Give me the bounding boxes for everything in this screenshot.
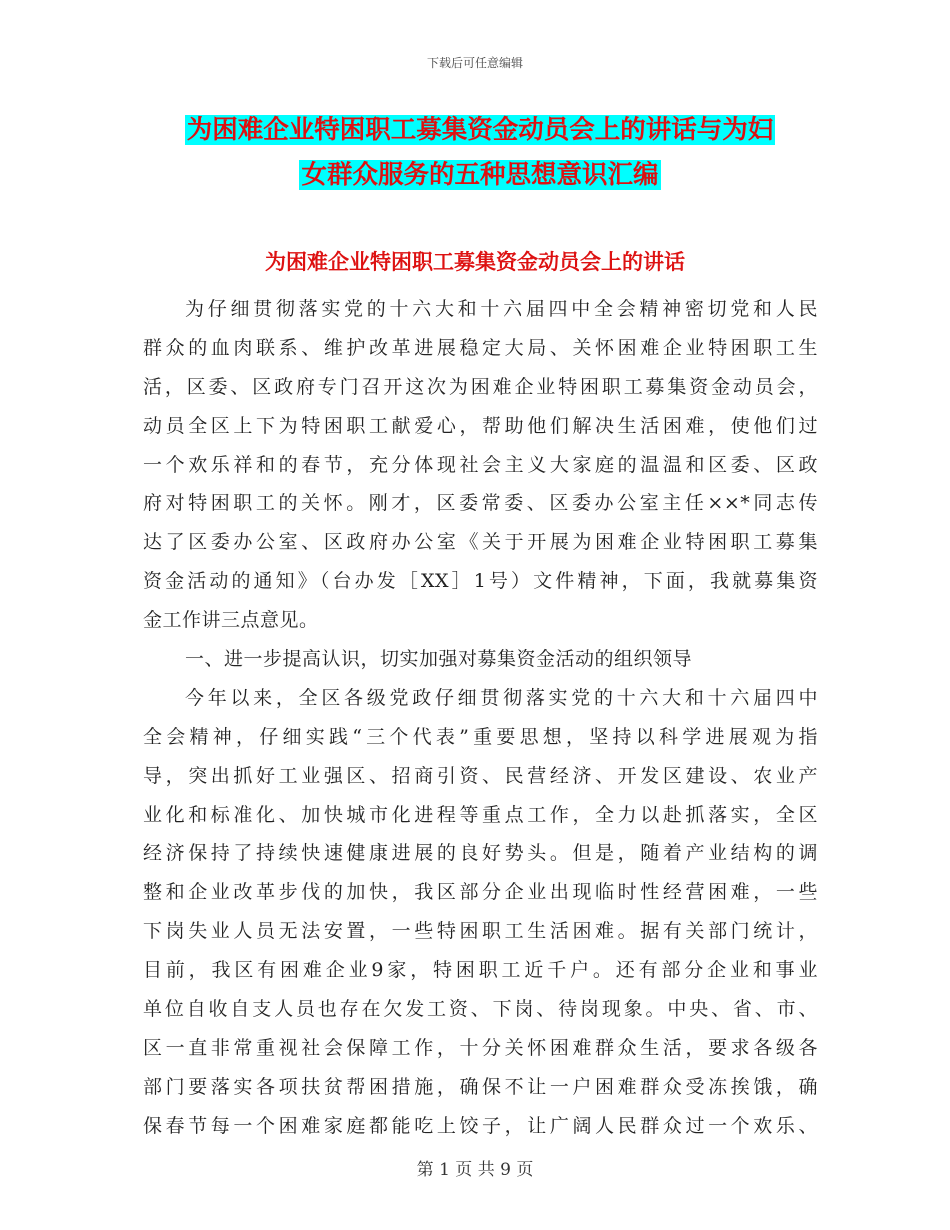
body-line: 整和企业改革步伐的加快，我区部分企业出现临时性经营困难，一些 xyxy=(143,881,818,904)
section-heading-1: 一、进一步提高认识，切实加强对募集资金活动的组织领导 xyxy=(185,648,693,671)
body-line: 导，突出抓好工业强区、招商引资、民营经济、开发区建设、农业产 xyxy=(143,764,818,787)
body-line: 活，区委、区政府专门召开这次为困难企业特困职工募集资金动员会， xyxy=(143,375,818,398)
body-line: 达了区委办公室、区政府办公室《关于开展为困难企业特困职工募集 xyxy=(143,531,818,554)
body-line: 部门要落实各项扶贫帮困措施，确保不让一户困难群众受冻挨饿，确 xyxy=(143,1075,818,1098)
body-line: 府对特困职工的关怀。刚才，区委常委、区委办公室主任××*同志传 xyxy=(143,492,818,515)
body-line: 区一直非常重视社会保障工作，十分关怀困难群众生活，要求各级各 xyxy=(143,1036,818,1059)
body-line: 下岗失业人员无法安置，一些特困职工生活困难。据有关部门统计， xyxy=(143,920,818,943)
page-header-note: 下载后可任意编辑 xyxy=(426,56,523,70)
body-line: 一个欢乐祥和的春节，充分体现社会主义大家庭的温温和区委、区政 xyxy=(143,453,818,476)
body-line: 业化和标准化、加快城市化进程等重点工作，全力以赴抓落实，全区 xyxy=(143,803,818,826)
document-title-line-2 xyxy=(150,153,810,198)
body-line: 动员全区上下为特困职工献爱心，帮助他们解决生活困难，使他们过 xyxy=(143,414,818,437)
body-line: 资金活动的通知》（台办发［XX］1号）文件精神，下面，我就募集资 xyxy=(143,570,818,593)
body-line: 经济保持了持续快速健康进展的良好势头。但是，随着产业结构的调 xyxy=(143,842,818,865)
body-line: 全会精神，仔细实践“三个代表”重要思想，坚持以科学进展观为指 xyxy=(143,725,818,748)
section-title: 为困难企业特困职工募集资金动员会上的讲话 xyxy=(265,250,685,274)
document-title-line-1 xyxy=(150,108,810,153)
title-line-2-text: 女群众服务的五种思想意识汇编 xyxy=(301,160,659,190)
document-title xyxy=(150,108,810,198)
body-line: 群众的血肉联系、维护改革进展稳定大局、关怀困难企业特困职工生 xyxy=(143,336,818,359)
body-line: 目前，我区有困难企业9家，特困职工近千户。还有部分企业和事业 xyxy=(143,959,818,982)
body-line: 金工作讲三点意见。 xyxy=(143,609,319,632)
body-line: 今年以来，全区各级党政仔细贯彻落实党的十六大和十六届四中 xyxy=(185,686,818,709)
body-line: 单位自收自支人员也存在欠发工资、下岗、待岗现象。中央、省、市、 xyxy=(143,998,818,1021)
page-number: 第 1 页 共 9 页 xyxy=(416,1160,534,1180)
body-text xyxy=(143,290,818,1146)
body-line: 保春节每一个困难家庭都能吃上饺子，让广阔人民群众过一个欢乐、 xyxy=(143,1114,818,1137)
title-line-1-text: 为困难企业特困职工募集资金动员会上的讲话与为妇 xyxy=(186,115,774,145)
body-line: 为仔细贯彻落实党的十六大和十六届四中全会精神密切党和人民 xyxy=(185,298,818,320)
